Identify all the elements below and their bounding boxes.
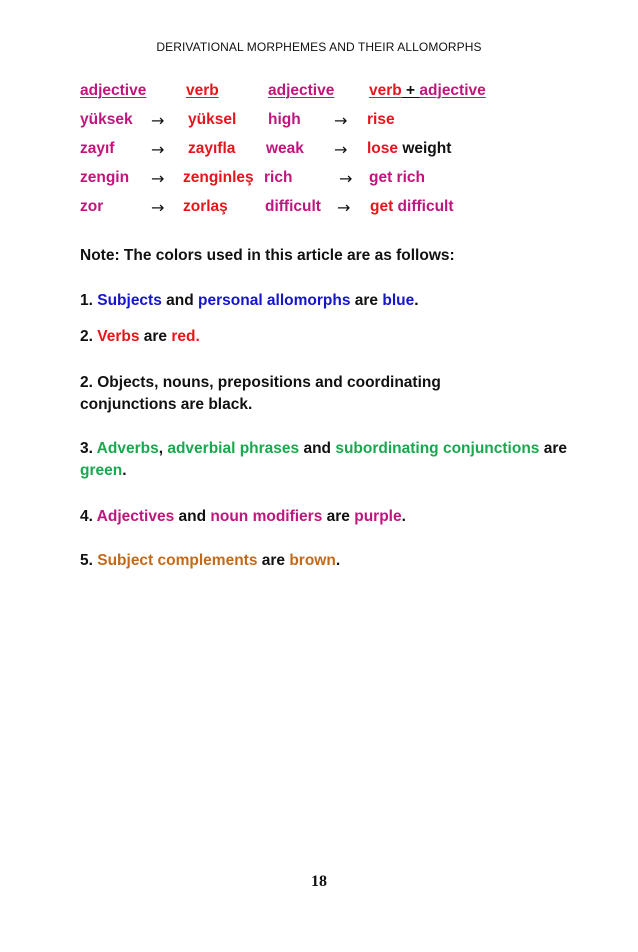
punctuation: .: [335, 552, 341, 569]
color-item-objects: 2. Objects, nouns, prepositions and coordinating conjunctions are black.: [80, 374, 441, 413]
connector: and: [174, 508, 211, 525]
arrow-icon: →: [339, 169, 353, 188]
english-verb: get: [369, 169, 393, 186]
turkish-verb: yüksel: [188, 111, 237, 128]
english-verb-phrase: [367, 111, 395, 129]
arrow-icon: →: [151, 198, 165, 217]
term: subordinating conjunctions: [335, 440, 540, 457]
term: Adjectives: [96, 508, 175, 525]
table-row: [0, 140, 638, 162]
arrow-icon: →: [334, 140, 348, 159]
punctuation: .: [414, 292, 419, 309]
english-verb: lose: [367, 140, 399, 157]
item-number: 2.: [80, 328, 98, 345]
term: adverbial phrases: [167, 440, 300, 457]
english-extra: weight: [398, 140, 452, 157]
header-verb-plus-adjective: [369, 82, 486, 100]
turkish-verb: zenginleş: [183, 169, 254, 186]
color-word: red.: [171, 328, 200, 345]
punctuation: .: [401, 508, 406, 525]
item-number: 3.: [80, 440, 97, 457]
page-header: DERIVATIONAL MORPHEMES AND THEIR ALLOMORPHS: [156, 40, 482, 54]
color-item-subjects: [80, 290, 600, 312]
english-verb-phrase: [369, 169, 425, 187]
color-word: brown: [289, 552, 336, 569]
arrow-icon: →: [151, 111, 165, 130]
table-row: [0, 111, 638, 133]
item-number: 5.: [80, 552, 98, 569]
turkish-adjective: zengin: [80, 169, 130, 186]
arrow-icon: →: [151, 169, 165, 188]
connector: are: [257, 552, 290, 569]
punctuation: ,: [158, 440, 168, 457]
english-verb: rise: [367, 111, 395, 128]
arrow-icon: →: [151, 140, 165, 159]
english-adjective: difficult: [265, 198, 321, 215]
english-extra: difficult: [393, 198, 454, 215]
english-adjective: weak: [266, 140, 304, 157]
header-verb-english: verb: [369, 82, 402, 99]
color-word: purple: [354, 508, 402, 525]
term: personal allomorphs: [198, 292, 351, 309]
color-item-complements: [80, 550, 600, 572]
term: noun modifiers: [210, 508, 323, 525]
english-extra: rich: [392, 169, 425, 186]
english-verb-phrase: [370, 198, 454, 216]
connector: and: [299, 440, 336, 457]
term: Subject complements: [97, 552, 258, 569]
turkish-adjective: zayıf: [80, 140, 115, 157]
color-item-verbs: [80, 326, 600, 348]
arrow-icon: →: [337, 198, 351, 217]
table-row: [0, 198, 638, 220]
english-adjective: high: [268, 111, 301, 128]
punctuation: .: [122, 462, 127, 479]
item-number: 4.: [80, 508, 97, 525]
item-number: 1.: [80, 292, 98, 309]
color-word: green: [80, 462, 123, 479]
header-adjective-english: adjective: [268, 82, 335, 99]
header-adjective: adjective: [80, 82, 147, 99]
connector: are: [350, 292, 383, 309]
connector: and: [161, 292, 199, 309]
connector: are: [139, 328, 172, 345]
table-header-row: [0, 82, 638, 104]
connector: are: [322, 508, 355, 525]
turkish-verb: zorlaş: [183, 198, 228, 215]
page-number: 18: [311, 873, 327, 890]
term: Verbs: [97, 328, 140, 345]
english-verb-phrase: [367, 140, 451, 158]
term: Adverbs: [96, 440, 159, 457]
arrow-icon: →: [334, 111, 348, 130]
header-adjective-english-2: adjective: [419, 82, 486, 99]
turkish-verb: zayıfla: [188, 140, 236, 157]
color-item-adverbs: [80, 438, 610, 482]
turkish-adjective: yüksek: [80, 111, 133, 128]
header-verb: verb: [186, 82, 219, 99]
term: Subjects: [97, 292, 162, 309]
connector: are: [539, 440, 567, 457]
table-row: [0, 169, 638, 191]
turkish-adjective: zor: [80, 198, 104, 215]
color-word: blue: [382, 292, 415, 309]
english-verb: get: [370, 198, 394, 215]
english-adjective: rich: [264, 169, 293, 186]
note-text: Note: The colors used in this article are as follows:: [80, 247, 455, 264]
color-item-adjectives: [80, 506, 600, 528]
header-plus: +: [401, 82, 420, 99]
